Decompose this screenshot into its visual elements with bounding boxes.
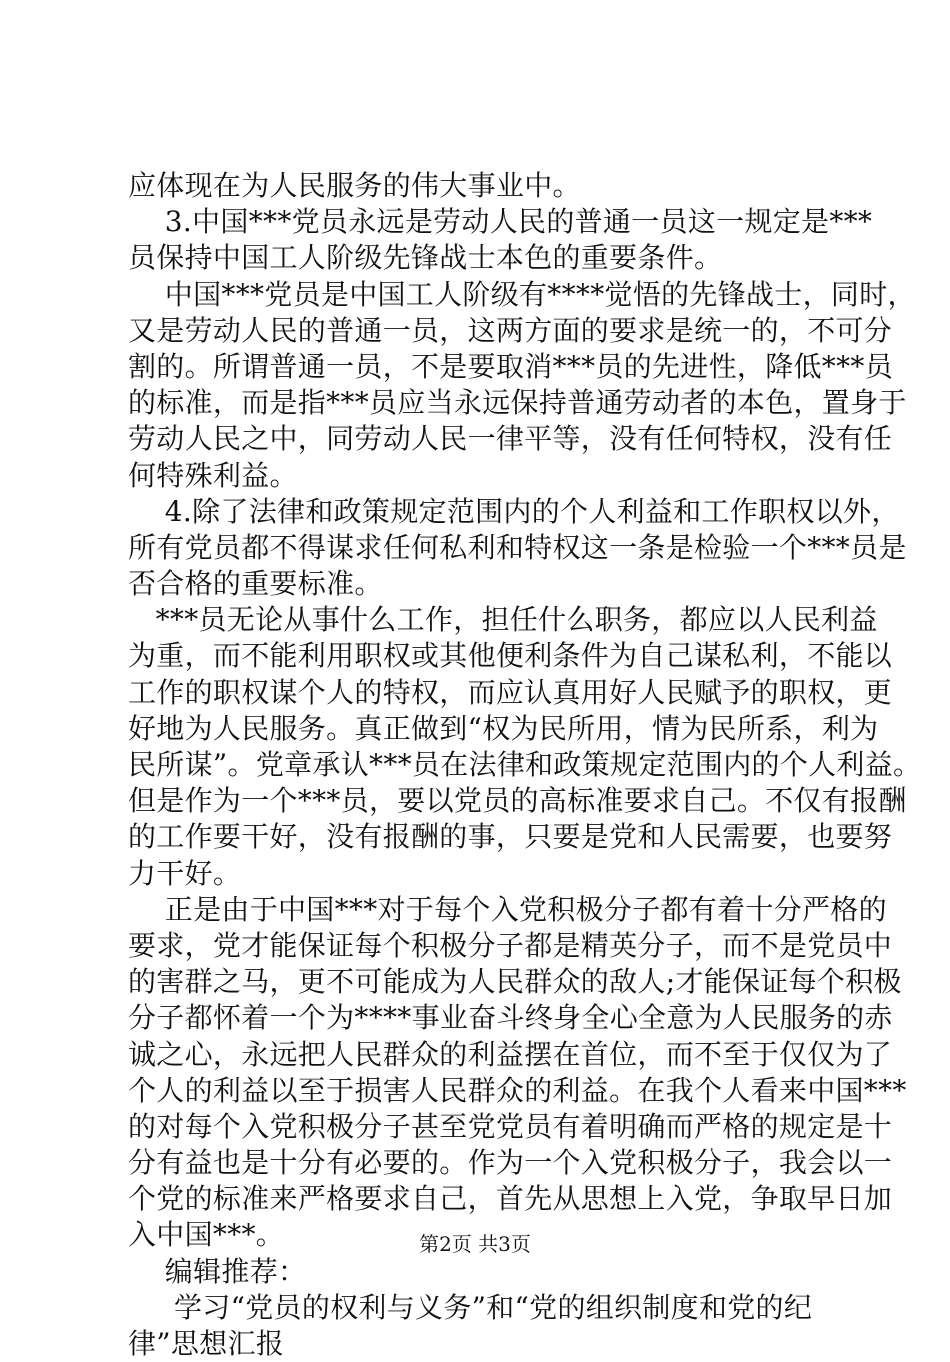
document-body: [128, 168, 922, 1362]
text-line: 应体现在为人民服务的伟大事业中。: [128, 169, 581, 202]
text-line: 员保持中国工人阶级先锋战士本色的重要条件。: [128, 241, 723, 275]
text-line: 的对每个入党积极分子甚至党党员有着明确而严格的规定是十: [128, 1109, 893, 1143]
text-line: 否合格的重要标准。: [128, 567, 383, 601]
text-line: 工作的职权谋个人的特权，而应认真用好人民赋予的职权，更: [128, 675, 893, 709]
text-line: 但是作为一个***员，要以党员的高标准要求自己。不仅有报酬: [128, 784, 907, 818]
text-line: 个党的标准来严格要求自己，首先从思想上入党，争取早日加: [128, 1182, 893, 1216]
text-line: 又是劳动人民的普通一员，这两方面的要求是统一的，不可分: [128, 313, 893, 347]
text-line: 割的。所谓普通一员，不是要取消***员的先进性，降低***员: [128, 349, 894, 383]
text-line: 正是由于中国***对于每个入党积极分子都有着十分严格的: [128, 892, 887, 926]
text-line: 个人的利益以至于损害人民群众的利益。在我个人看来中国***: [128, 1073, 907, 1107]
text-line: 中国***党员是中国工人阶级有****觉悟的先锋战士，同时，: [128, 277, 916, 311]
text-line: 学习“党员的权利与义务”和“党的组织制度和党的纪: [128, 1290, 813, 1324]
text-line: 的害群之马，更不可能成为人民群众的敌人;才能保证每个积极: [128, 965, 902, 999]
text-line: 民所谋”。党章承认***员在法律和政策规定范围内的个人利益。: [128, 748, 922, 781]
text-line: 的标准，而是指***员应当永远保持普通劳动者的本色，置身于: [128, 386, 907, 420]
text-line: 所有党员都不得谋求任何私利和特权这一条是检验一个***员是: [128, 530, 907, 564]
text-line: 编辑推荐：: [128, 1254, 307, 1288]
text-line: 何特殊利益。: [128, 458, 298, 492]
text-line: 为重，而不能利用职权或其他便利条件为自己谋私利，不能以: [128, 639, 893, 673]
text-line: 力干好。: [128, 856, 242, 890]
text-line: 入中国***。: [128, 1218, 285, 1252]
text-line: 3.中国***党员永远是劳动人民的普通一员这一规定是***: [128, 205, 873, 239]
text-line: ***员无论从事什么工作，担任什么职务，都应以人民利益: [128, 603, 878, 637]
text-line: 4.除了法律和政策规定范围内的个人利益和工作职权以外，: [128, 494, 900, 528]
text-line: 的工作要干好，没有报酬的事，只要是党和人民需要，也要努: [128, 820, 893, 854]
text-line: 要求，党才能保证每个积极分子都是精英分子，而不是党员中: [128, 928, 893, 962]
text-line: 劳动人民之中，同劳动人民一律平等，没有任何特权，没有任: [128, 422, 893, 456]
text-line: 律”思想汇报: [128, 1327, 285, 1360]
text-line: 分有益也是十分有必要的。作为一个入党积极分子，我会以一: [128, 1146, 893, 1180]
text-line: 好地为人民服务。真正做到“权为民所用，情为民所系，利为: [128, 711, 879, 745]
text-line: 分子都怀着一个为****事业奋斗终身全心全意为人民服务的赤: [128, 1001, 893, 1035]
page-number-footer: 第2页 共3页: [419, 1232, 531, 1256]
text-line: 诚之心，永远把人民群众的利益摆在首位，而不至于仅仅为了: [128, 1037, 893, 1071]
